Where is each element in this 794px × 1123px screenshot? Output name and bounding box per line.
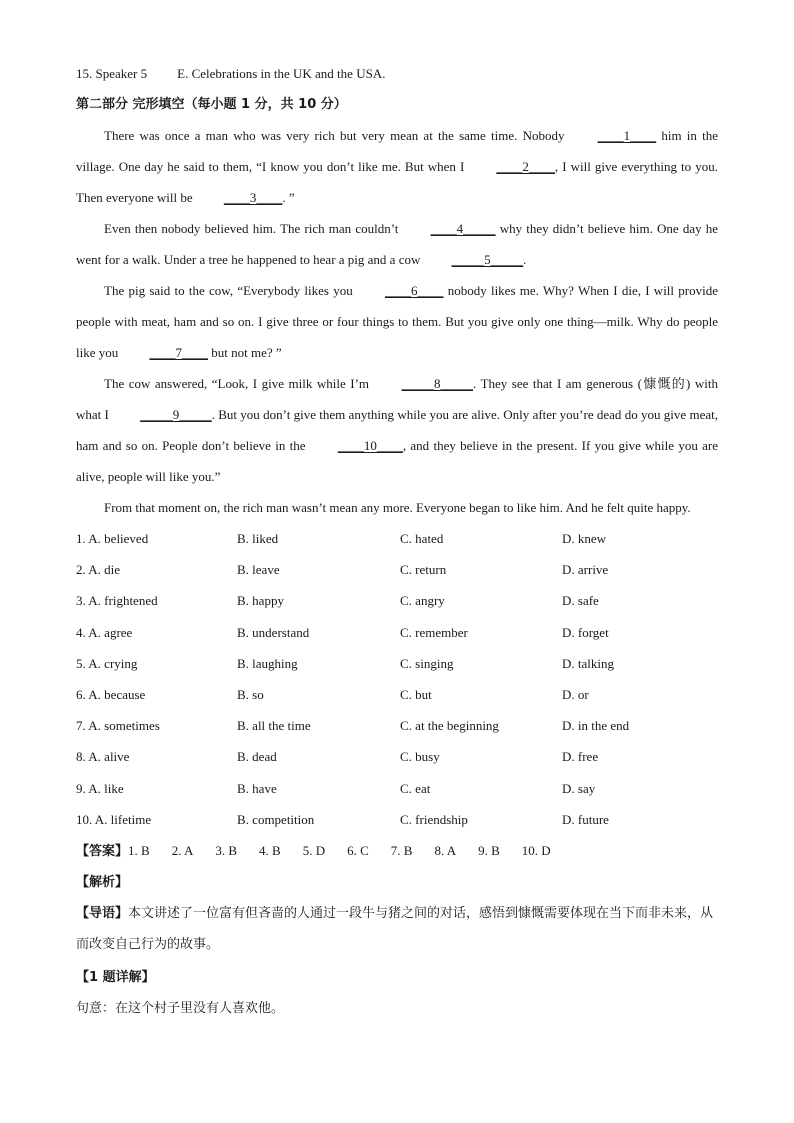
option-choice: B. understand — [237, 624, 310, 640]
option-choice: 9. A. like — [76, 780, 124, 796]
analysis-tag: 【解析】 — [76, 875, 129, 891]
section-heading: 第二部分 完形填空（每小题 1 分，共 10 分） — [76, 97, 347, 112]
cloze-blank: _____8_____ — [401, 376, 474, 391]
option-choice: 5. A. crying — [76, 655, 138, 671]
option-choice: C. busy — [400, 749, 440, 765]
passage-paragraph: The pig said to the cow, “Everybody likes you ____6____ nobody likes me. Why? When I die, I will provide people with meat, ham and so on. I give three or four things to them. But you give only one thing—milk. Why do people like you ____7____ but not me? ” — [76, 275, 718, 368]
cloze-blank: ____7____ — [149, 345, 208, 360]
option-choice: 2. A. die — [76, 562, 121, 578]
option-choice: B. laughing — [237, 655, 298, 671]
option-choice: B. all the time — [237, 718, 311, 734]
option-choice: C. at the beginning — [400, 718, 499, 734]
option-choice: C. remember — [400, 624, 468, 640]
option-choice: 1. A. believed — [76, 531, 149, 546]
cloze-blank: ____6____ — [384, 283, 444, 298]
guide-text: 本文讲述了一位富有但吝啬的人通过一段牛与猪之间的对话，感悟到慷慨需要体现在当下而非未来，从而改变自己行为的故事。 — [76, 906, 714, 953]
option-choice: 6. A. because — [76, 687, 146, 703]
guide-tag: 【导语】 — [76, 906, 129, 922]
option-choice: D. say — [562, 780, 596, 796]
guide-paragraph — [76, 898, 718, 960]
answer-item: 3. B — [215, 843, 238, 859]
cloze-blank: ____10____ — [337, 438, 403, 453]
cloze-blank: _____9_____ — [140, 407, 212, 422]
option-choice: C. singing — [400, 655, 454, 671]
option-choice: D. knew — [562, 531, 607, 546]
answer-item: 9. B — [478, 843, 500, 859]
options-grid — [76, 523, 718, 835]
detail-text: 句意：在这个村子里没有人喜欢他。 — [76, 1001, 285, 1017]
option-choice: C. return — [400, 562, 447, 578]
option-choice: B. dead — [237, 749, 277, 765]
cloze-blank: ____2____ — [496, 159, 555, 174]
option-choice: B. so — [237, 687, 264, 703]
answer-item: 1. B — [128, 843, 150, 859]
option-choice: D. or — [562, 687, 589, 703]
option-choice: D. talking — [562, 655, 614, 671]
cloze-blank: ____1____ — [597, 128, 657, 143]
option-choice: D. future — [562, 811, 609, 827]
answer-item: 7. B — [390, 843, 413, 859]
cloze-passage — [76, 120, 718, 523]
option-choice: 10. A. lifetime — [76, 811, 152, 827]
option-choice: C. hated — [400, 531, 444, 546]
cloze-blank: _____5_____ — [451, 252, 524, 267]
option-choice: C. but — [400, 687, 432, 703]
answer-item: 5. D — [302, 843, 326, 859]
option-choice: D. forget — [562, 624, 609, 640]
option-choice: 8. A. alive — [76, 749, 130, 765]
option-choice: C. angry — [400, 593, 445, 609]
option-choice: 4. A. agree — [76, 624, 133, 640]
option-choice: D. safe — [562, 593, 599, 609]
option-choice: D. free — [562, 749, 599, 765]
passage-paragraph: There was once a man who was very rich but very mean at the same time. Nobody ____1____ him in the village. One day he said to them, “I know you don’t like me. But when I ____2____, I will give everything to you. Then everyone will be ____3____. ” — [76, 120, 718, 213]
passage-paragraph: From that moment on, the rich man wasn’t mean any more. Everyone began to like him. And he felt quite happy. — [104, 500, 691, 515]
answer-item: 4. B — [259, 843, 281, 859]
answer-item: 6. C — [347, 843, 369, 859]
option-choice: B. competition — [237, 811, 315, 827]
answer-line — [76, 835, 718, 867]
option-choice: B. leave — [237, 562, 280, 578]
option-choice: B. happy — [237, 593, 284, 609]
answer-item: 8. A — [434, 843, 457, 859]
detail-tag: 【1 题详解】 — [76, 970, 155, 986]
cloze-blank: ____4_____ — [430, 221, 496, 236]
option-choice: C. friendship — [400, 811, 468, 827]
option-choice: 3. A. frightened — [76, 593, 158, 609]
option-choice: 7. A. sometimes — [76, 718, 160, 734]
answer-item: 2. A — [171, 843, 194, 859]
option-choice: D. in the end — [562, 718, 630, 734]
answer-tag: 【答案】 — [76, 844, 129, 860]
option-choice: C. eat — [400, 780, 431, 796]
document-page — [76, 58, 718, 1024]
option-choice: D. arrive — [562, 562, 609, 578]
cloze-blank: ____3____ — [223, 190, 283, 205]
option-choice: B. liked — [237, 531, 279, 546]
answer-list — [128, 843, 573, 858]
option-choice: B. have — [237, 780, 277, 796]
passage-paragraph: The cow answered, “Look, I give milk while I’m _____8_____. They see that I am generous (慷慨的) with what I _____9_____. But you don’t give them anything while you are alive. Only after you’re dead do you give meat, ham and so on. People don’t believe in the ____10____, and they believe in the present. If you give while you are alive, people will like you.” — [76, 368, 718, 492]
speaker-option: E. Celebrations in the UK and the USA. — [177, 66, 386, 81]
passage-paragraph: Even then nobody believed him. The rich man couldn’t ____4_____ why they didn’t believe him. One day he went for a walk. Under a tree he happened to hear a pig and a cow _____5_____. — [76, 213, 718, 275]
answer-item: 10. D — [521, 843, 551, 859]
question-15-line — [76, 58, 718, 89]
speaker-label: 15. Speaker 5 — [76, 66, 148, 81]
